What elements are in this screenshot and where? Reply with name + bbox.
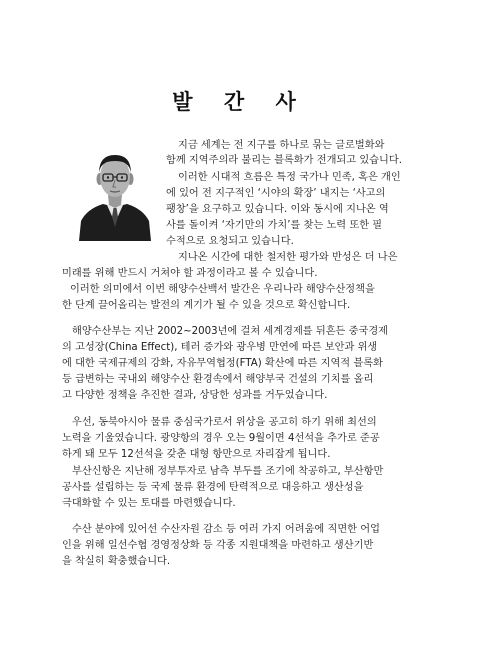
text-line: 팽창’을 요구하고 있습니다. 이와 동시에 지나온 역	[166, 204, 389, 215]
text-line: 하게 돼 모두 12선석을 갖춘 대형 항만으로 자리잡게 됩니다.	[62, 449, 331, 460]
text-line: 해양수산부는 지난 2002~2003년에 걸쳐 세계경제를 뒤흔든 중국경제	[72, 326, 389, 337]
text-line: 공사를 설립하는 등 국제 물류 환경에 탄력적으로 대응하고 생산성을	[62, 482, 364, 493]
text-line: 에 있어 전 지구적인 ‘시야의 확장’ 내지는 ‘사고의	[166, 188, 386, 199]
text-line: 의 고성장(China Effect), 테러 증가와 광우병 만연에 따른 보안과 위생	[62, 342, 378, 353]
text-line: 우선, 동북아시아 물류 중심국가로서 위상을 공고히 하기 위해 최선의	[72, 417, 377, 428]
text-line: 고 다양한 정책을 추진한 결과, 상당한 성과를 거두었습니다.	[62, 390, 328, 401]
text-line: 노력을 기울였습니다. 광양항의 경우 오는 9월이면 4선석을 추가로 준공	[62, 433, 380, 444]
text-line: 을 착실히 확충했습니다.	[62, 556, 171, 567]
text-line: 에 대한 국제규제의 강화, 자유무역협정(FTA) 확산에 따른 지역적 블록화	[62, 358, 383, 369]
text-line: 지나온 시간에 대한 철저한 평가와 반성은 더 나은	[178, 252, 398, 263]
portrait-photo-image	[77, 147, 153, 241]
text-line: 인을 위해 일선수협 경영정상화 등 각종 지원대책을 마련하고 생산기반	[62, 540, 374, 551]
text-line: 이러한 의미에서 이번 해양수산백서 발간은 우리나라 해양수산정책을	[70, 284, 375, 295]
page-title: 발 간 사	[172, 90, 308, 114]
text-line: 수적으로 요청되고 있습니다.	[166, 236, 294, 247]
text-line: 이러한 시대적 흐름은 특정 국가나 민족, 혹은 개인	[178, 172, 401, 183]
text-line: 극대화할 수 있는 토대를 마련했습니다.	[62, 498, 236, 509]
text-line: 지금 세계는 전 지구를 하나로 묶는 글로벌화와	[178, 140, 385, 151]
text-line: 사를 돌이켜 ‘자기만의 가치’를 찾는 노력 또한 필	[166, 220, 383, 231]
text-line: 한 단계 끌어올리는 발전의 계기가 될 수 있을 것으로 확신합니다.	[62, 300, 351, 311]
text-line: 수산 분야에 있어선 수산자원 감소 등 여러 가지 어려움에 직면한 어업	[72, 524, 380, 535]
text-line: 부산신항은 지난해 정부투자로 남측 부두를 조기에 착공하고, 부산항만	[72, 466, 384, 477]
text-line: 미래를 위해 반드시 거쳐야 할 과정이라고 볼 수 있습니다.	[62, 268, 318, 279]
text-line: 등 급변하는 국내외 해양수산 환경속에서 해양부국 건설의 기치를 올리	[62, 374, 374, 385]
author-portrait	[77, 147, 153, 241]
text-line: 함께 지역주의라 불리는 블록화가 전개되고 있습니다.	[166, 155, 402, 166]
